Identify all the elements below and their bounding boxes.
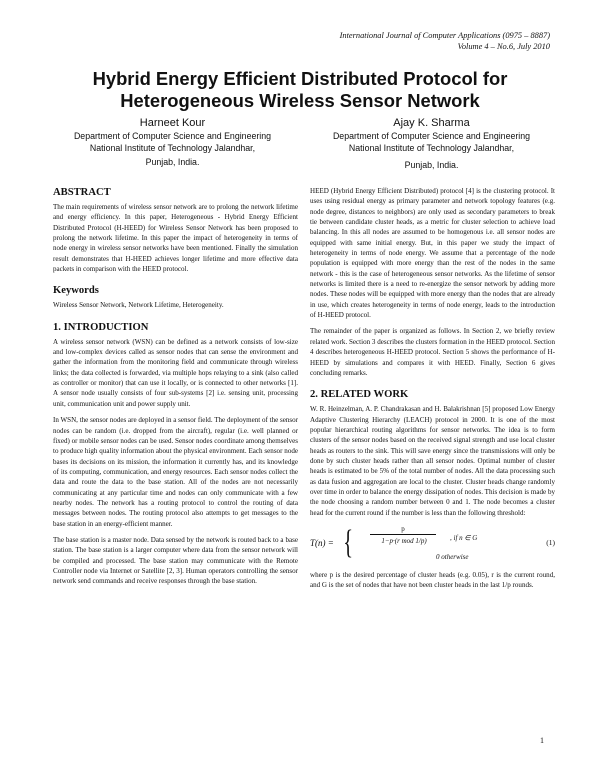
journal-name: International Journal of Computer Applications (0975 – 8887) xyxy=(339,31,550,40)
left-column xyxy=(53,186,298,593)
intro-paragraph-1: A wireless sensor network (WSN) can be defined as a network consists of low-size and low-complex devices called as sensor nodes that can sense the environment and gather the information from the monitoring field and communicate through wireless links; the data collected is forwarded, via multiple hops relaying to a sink (also called as controller or monitor) that can use it locally, or is connected to other networks [1]. A sensor node usually consists of four sub-systems [2] i.e. sensing unit, processing unit, communication unit and power supply unit. xyxy=(53,337,298,408)
abstract-text: The main requirements of wireless sensor network are to prolong the network lifetime and energy efficiency. In this paper, Heterogeneous - Hybrid Energy Efficient Distributed Protocol (H-HEED) for Wireless Sensor Network has been proposed to prolong the network lifetime. In this paper the impact of heterogeneity in terms of node energy in wireless sensor networks have been mentioned. Finally the simulation result demonstrates that H-HEED achieves longer lifetime and more effective data packets in comparison with the HEED protocol. xyxy=(53,203,298,274)
author-institute: National Institute of Technology Jalandhar, xyxy=(348,143,515,153)
keywords-heading: Keywords xyxy=(53,285,99,297)
threshold-equation xyxy=(310,524,555,566)
author-name: Harneet Kour xyxy=(139,117,206,129)
organization-paragraph: The remainder of the paper is organized as follows. In Section 2, we briefly review related work. Section 3 describes the clusters formation in the HEED protocol. Section 4 describes heterogeneous H-HEED protocol. Section 5 shows the performance of H-HEED by simulations and compares it with HEED. Finally, Section 6 gives concluding remarks. xyxy=(310,327,555,377)
intro-paragraph-3: The base station is a master node. Data sensed by the network is routed back to a base station. The base station is a larger computer where data from the sensor network will be compiled and processed. The base station may communicate with the Remote Controller node via Internet or Satellite [2, 3]. Human operators controlling the sensor network send commands and receive responses through the base station. xyxy=(53,535,298,586)
author-block-2 xyxy=(309,117,554,171)
author-department: Department of Computer Science and Engineering xyxy=(73,131,272,141)
equation-denominator: 1−p·(r mod 1/p) xyxy=(381,536,427,545)
title-line-1: Hybrid Energy Efficient Distributed Protocol for xyxy=(92,68,508,89)
author-department: Department of Computer Science and Engineering xyxy=(332,131,531,141)
page-number: 1 xyxy=(540,736,544,745)
journal-volume: Volume 4 – No.6, July 2010 xyxy=(457,42,550,51)
introduction-heading: 1. INTRODUCTION xyxy=(53,321,149,333)
paper-title xyxy=(40,68,560,112)
related-paragraph-2: where p is the desired percentage of cluster heads (e.g. 0.05), r is the current round, and G is the set of nodes that have not been cluster heads in the last 1/p rounds. xyxy=(310,570,555,590)
right-column xyxy=(310,186,555,597)
equation-label: (1) xyxy=(546,537,555,547)
related-paragraph-1: W. R. Heinzelman, A. P. Chandrakasan and H. Balakrishnan [5] proposed Low Energy Adaptive Clustering Hierarchy (LEACH) protocol in 2000. It is one of the most popular hierarchical routing algorithms for sensor networks. The idea is to form clusters of the sensor nodes based on the received signal strength and use local cluster heads as routers to the sink. This will save energy since the transmissions will only be done by such cluster heads rather than all sensor nodes. Optimal number of cluster heads is estimated to be 5% of the total number of nodes. All the data processing such as data fusion and aggregation are local to the cluster. Cluster heads change randomly over time in order to balance the energy dissipation of nodes. This decision is made by the node choosing a random number between 0 and 1. The node becomes a cluster head for the current round if the number is less than the following threshold: xyxy=(310,405,555,517)
keywords-text: Wireless Sensor Network, Network Lifetime, Heterogeneity. xyxy=(53,301,224,310)
title-line-2: Heterogeneous Wireless Sensor Network xyxy=(120,90,480,111)
author-name: Ajay K. Sharma xyxy=(393,117,470,129)
intro-paragraph-2: In WSN, the sensor nodes are deployed in a sensor field. The deployment of the sensor nodes can be random (i.e. dropped from the aircraft), regular (i.e. well planned or fixed) or mobile sensor nodes can be used. Sensor nodes coordinate among themselves to produce high quality information about the physical environment. Each sensor node bases its decisions on its mission, the information it currently has, and its knowledge of its computing, communication, and energy resources. Each sensor nodes collect the data and route the data to the base station. All of the nodes are not necessarily communicating at any particular time and nodes can only communicate with a few nearby nodes. The network has a routing protocol to control the routing of data messages between nodes. The routing protocol also attempts to get messages to the base station in an energy-efficient manner. xyxy=(53,416,298,528)
equation-otherwise: 0 otherwise xyxy=(436,552,469,561)
equation-numerator: p xyxy=(401,524,405,533)
author-block-1 xyxy=(55,117,290,168)
author-city: Punjab, India. xyxy=(145,157,200,167)
related-work-heading: 2. RELATED WORK xyxy=(310,389,409,401)
author-city: Punjab, India. xyxy=(404,160,459,170)
author-institute: National Institute of Technology Jalandhar, xyxy=(89,143,256,153)
equation-lhs: T(n) = xyxy=(310,537,334,548)
equation-brace: { xyxy=(343,523,354,561)
equation-condition: , if n ∈ G xyxy=(450,533,478,542)
journal-header xyxy=(340,30,550,52)
fraction-bar xyxy=(370,534,436,535)
abstract-heading: ABSTRACT xyxy=(53,187,111,198)
heed-paragraph: HEED (Hybrid Energy Efficient Distributed) protocol [4] is the clustering protocol. It uses using residual energy as primary parameter and network topology features (e.g. node degree, distances to neighbors) are only used as secondary parameters to break tie between candidate cluster heads, as a metric for cluster selection to achieve load balancing. In this all nodes are assumed to be homogenous i.e. all sensor nodes are equipped with same initial energy. But, in this paper we study the impact of heterogeneity in terms of node energy. We assume that a percentage of the node population is equipped with more energy than the rest of the nodes in the same network - this is the case of heterogeneous sensor networks. As the lifetime of sensor networks is limited there is a need to re-energize the sensor network by adding more nodes. These nodes will be equipped with more energy than the nodes that are already in use, which creates heterogeneity in terms of node energy, leads to the introduction of H-HEED protocol. xyxy=(310,187,555,320)
